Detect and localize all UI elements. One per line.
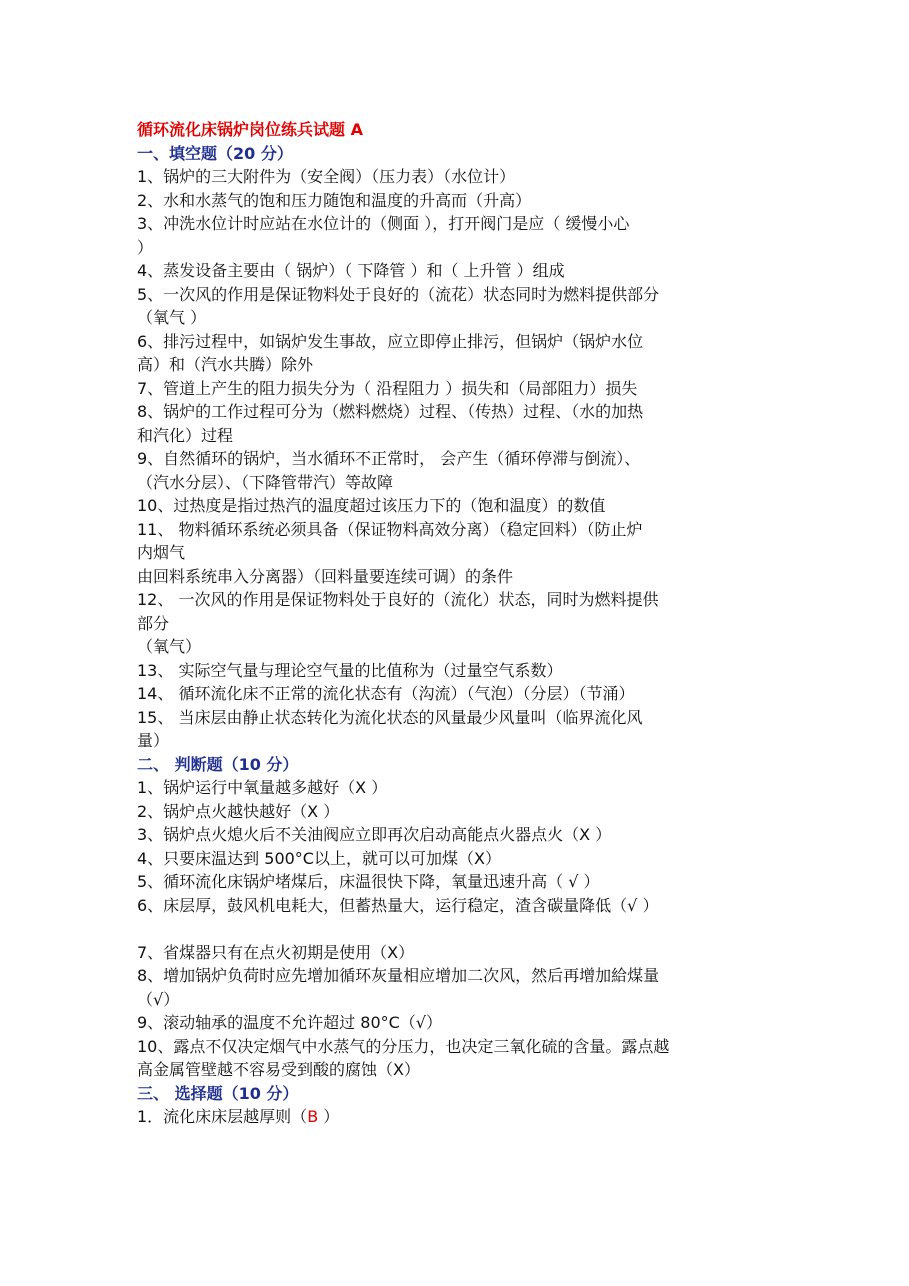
text-line: 高金属管壁越不容易受到酸的腐蚀（X） [137,1060,420,1079]
text-line: 量） [137,731,170,750]
text-line: 6、排污过程中，如锅炉发生事故，应立即停止排污，但锅炉（锅炉水位 [137,331,644,351]
text-line: 8、增加锅炉负荷时应先增加循环灰量相应增加二次风，然后再增加給煤量 [137,966,660,985]
text-line: ） [137,237,154,257]
text-line: 7、省煤器只有在点火初期是使用（X） [137,942,415,962]
text-line: 2、水和水蒸气的饱和压力随饱和温度的升高而（升高） [137,190,532,210]
text-line: 15、 当床层由静止状态转化为流化状态的风量最少风量叫（临界流化风 [137,707,643,727]
choice-question-line [137,1105,777,1129]
text-line: 5、一次风的作用是保证物料处于良好的（流花）状态同时为燃料提供部分 [137,284,660,304]
section-body-fill-in [137,165,777,753]
text-line: 14、 循环流化床不正常的流化状态有（沟流）（气泡）（分层）（节涌） [137,684,635,703]
text-line: 8、锅炉的工作过程可分为（燃料燃烧）过程、（传热）过程、（水的加热 [137,402,644,421]
choice-question-close: ） [318,1107,340,1126]
choice-question-text: 1．流化床床层越厚则（ [137,1107,308,1126]
text-line: 3、冲洗水位计时应站在水位计的（侧面 ），打开阀门是应（ 缓慢小心 [137,214,630,233]
text-line: 9、自然循环的锅炉，当水循环不正常时， 会产生（循环停滞与倒流）、 [137,449,641,468]
text-line: 13、 实际空气量与理论空气量的比值称为（过量空气系数） [137,660,563,680]
text-line: 10、过热度是指过热汽的温度超过该压力下的（饱和温度）的数值 [137,496,606,515]
text-line: 1、锅炉运行中氧量越多越好（X ） [137,778,388,797]
text-line: 内烟气 [137,543,186,562]
text-line: 11、 物料循环系统必须具备（保证物料高效分离）（稳定回料）（防止炉 [137,519,643,539]
section-heading-multiple-choice: 三、 选择题（10 分） [137,1083,299,1103]
text-line: 5、循环流化床锅炉堵煤后，床温很快下降，氧量迅速升高（ √ ） [137,872,600,891]
text-line: 部分 [137,613,170,633]
text-line: 由回料系统串入分离器）（回料量要连续可调）的条件 [137,566,514,586]
section-heading-true-false: 二、 判断题（10 分） [137,754,299,774]
text-line: （√） [137,989,180,1009]
text-line: 1、锅炉的三大附件为（安全阀）（压力表）（水位计） [137,167,516,186]
text-line: 4、蒸发设备主要由（ 锅炉）（ 下降管 ）和（ 上升管 ）组成 [137,261,565,280]
text-line: 12、 一次风的作用是保证物料处于良好的（流化）状态，同时为燃料提供 [137,590,659,609]
document-title: 循环流化床锅炉岗位练兵试题 A [137,120,363,139]
section-heading-fill-in: 一、填空题（20 分） [137,143,293,163]
text-line: 4、只要床温达到 500°C以上，就可以可加煤（X） [137,848,501,868]
text-line [137,917,777,941]
document-content [137,118,777,1129]
text-line: 10、露点不仅决定烟气中水蒸气的分压力，也决定三氧化硫的含量。露点越 [137,1036,670,1056]
text-line: 3、锅炉点火熄火后不关油阀应立即再次启动高能点火器点火（X ） [137,825,612,844]
text-line: 高）和（汽水共腾）除外 [137,355,314,374]
text-line: 9、滚动轴承的温度不允许超过 80°C（√） [137,1013,442,1032]
text-line: （氧气） [137,637,202,656]
section-body-true-false [137,776,777,1082]
text-line: 7、管道上产生的阻力损失分为（ 沿程阻力 ）损失和（局部阻力）损失 [137,378,638,398]
text-line: 6、床层厚，鼓风机电耗大，但蓄热量大，运行稳定，渣含碳量降低（√ ） [137,895,659,915]
choice-answer: B [307,1107,319,1126]
text-line: （汽水分层）、（下降管带汽）等故障 [137,472,394,492]
text-line: （氧气 ） [137,308,207,327]
text-line: 和汽化）过程 [137,425,234,445]
text-line: 2、锅炉点火越快越好（X ） [137,801,340,821]
